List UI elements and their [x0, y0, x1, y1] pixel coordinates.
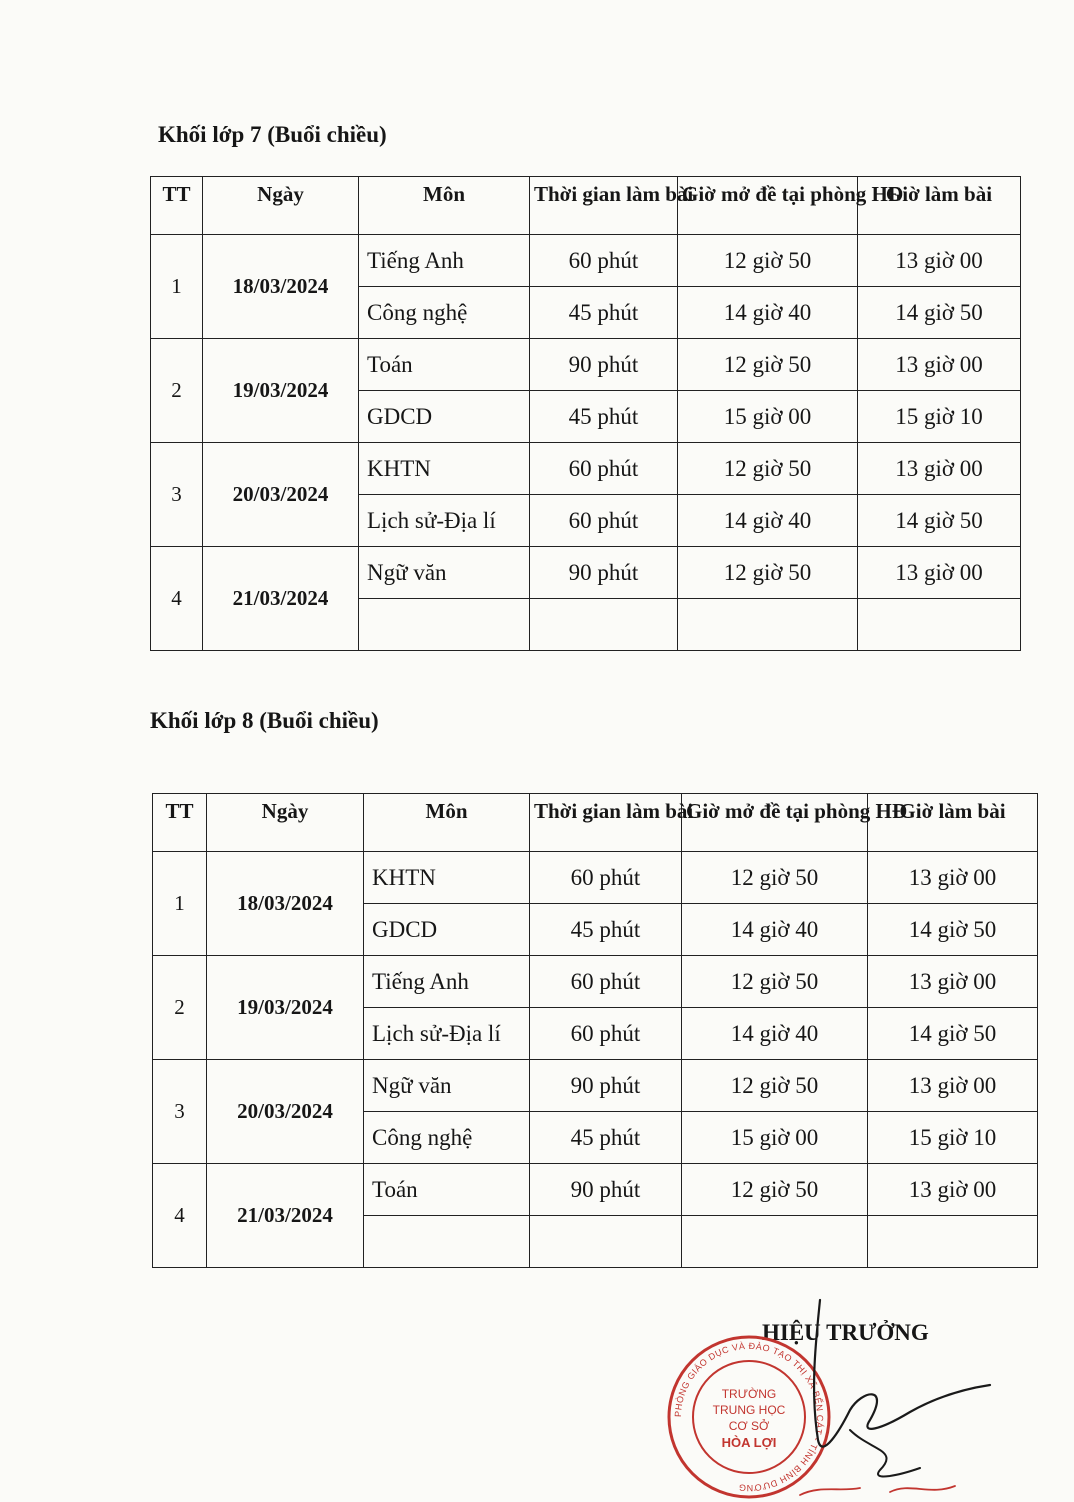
start-time-cell: 13 giờ 00 — [868, 1164, 1038, 1216]
duration-cell: 90 phút — [530, 547, 678, 599]
exam-date: 18/03/2024 — [207, 852, 364, 956]
start-time-cell: 13 giờ 00 — [858, 443, 1021, 495]
start-time-cell: 15 giờ 10 — [858, 391, 1021, 443]
header-duration: Thời gian làm bài — [530, 177, 678, 235]
stamp-ring-text: PHÒNG GIÁO DỤC VÀ ĐÀO TẠO THỊ XÃ BẾN CÁT - TỈNH BÌNH DƯƠNG — [672, 1340, 826, 1494]
exam-date: 20/03/2024 — [203, 443, 359, 547]
row-number: 1 — [151, 235, 203, 339]
subject-cell: Công nghệ — [364, 1112, 530, 1164]
principal-title: HIỆU TRƯỞNG — [762, 1320, 929, 1345]
subject-cell: Tiếng Anh — [359, 235, 530, 287]
start-time-cell: 13 giờ 00 — [868, 956, 1038, 1008]
row-number: 2 — [153, 956, 207, 1060]
subject-cell: Ngữ văn — [359, 547, 530, 599]
duration-cell: 90 phút — [530, 1164, 682, 1216]
open-time-cell: 14 giờ 40 — [682, 904, 868, 956]
exam-date: 19/03/2024 — [203, 339, 359, 443]
row-number: 3 — [151, 443, 203, 547]
row-number: 3 — [153, 1060, 207, 1164]
exam-date: 21/03/2024 — [207, 1164, 364, 1268]
header-date: Ngày — [207, 794, 364, 852]
subject-cell: KHTN — [364, 852, 530, 904]
subject-cell — [364, 1216, 530, 1268]
duration-cell: 90 phút — [530, 1060, 682, 1112]
duration-cell: 60 phút — [530, 956, 682, 1008]
duration-cell: 60 phút — [530, 852, 682, 904]
subject-cell: KHTN — [359, 443, 530, 495]
duration-cell: 45 phút — [530, 287, 678, 339]
start-time-cell: 13 giờ 00 — [868, 1060, 1038, 1112]
table-row — [151, 235, 1021, 287]
open-time-cell: 15 giờ 00 — [682, 1112, 868, 1164]
header-start-time: Giờ làm bài — [858, 177, 1021, 235]
grade7-title: Khối lớp 7 (Buổi chiều) — [158, 122, 387, 147]
start-time-cell: 14 giờ 50 — [858, 495, 1021, 547]
open-time-cell: 12 giờ 50 — [682, 1164, 868, 1216]
header-subject: Môn — [364, 794, 530, 852]
start-time-cell: 14 giờ 50 — [858, 287, 1021, 339]
duration-cell: 45 phút — [530, 1112, 682, 1164]
duration-cell — [530, 599, 678, 651]
open-time-cell — [678, 599, 858, 651]
start-time-cell — [868, 1216, 1038, 1268]
subject-cell: Lịch sử-Địa lí — [359, 495, 530, 547]
principal-signature — [780, 1300, 1000, 1500]
table-row — [151, 547, 1021, 599]
exam-date: 19/03/2024 — [207, 956, 364, 1060]
duration-cell: 60 phút — [530, 235, 678, 287]
duration-cell: 60 phút — [530, 495, 678, 547]
stamp-line-2: TRUNG HỌC — [712, 1403, 786, 1417]
start-time-cell: 13 giờ 00 — [858, 339, 1021, 391]
table-row — [151, 339, 1021, 391]
header-open-time: Giờ mở đề tại phòng HĐ — [678, 177, 858, 235]
start-time-cell: 14 giờ 50 — [868, 904, 1038, 956]
open-time-cell: 15 giờ 00 — [678, 391, 858, 443]
start-time-cell: 13 giờ 00 — [868, 852, 1038, 904]
subject-cell — [359, 599, 530, 651]
start-time-cell: 14 giờ 50 — [868, 1008, 1038, 1060]
open-time-cell: 12 giờ 50 — [682, 956, 868, 1008]
table-row — [153, 852, 1038, 904]
header-duration: Thời gian làm bài — [530, 794, 682, 852]
table-row — [153, 1164, 1038, 1216]
open-time-cell: 12 giờ 50 — [678, 339, 858, 391]
duration-cell — [530, 1216, 682, 1268]
grade7-schedule-table — [150, 176, 1021, 651]
duration-cell: 90 phút — [530, 339, 678, 391]
duration-cell: 45 phút — [530, 391, 678, 443]
start-time-cell — [858, 599, 1021, 651]
stamp-line-3: CƠ SỞ — [728, 1419, 770, 1433]
header-tt: TT — [153, 794, 207, 852]
header-subject: Môn — [359, 177, 530, 235]
open-time-cell: 12 giờ 50 — [682, 1060, 868, 1112]
open-time-cell: 14 giờ 40 — [678, 287, 858, 339]
start-time-cell: 13 giờ 00 — [858, 547, 1021, 599]
row-number: 4 — [151, 547, 203, 651]
stamp-line-1: TRƯỜNG — [721, 1387, 777, 1401]
header-tt: TT — [151, 177, 203, 235]
header-date: Ngày — [203, 177, 359, 235]
row-number: 4 — [153, 1164, 207, 1268]
open-time-cell: 14 giờ 40 — [682, 1008, 868, 1060]
subject-cell: Tiếng Anh — [364, 956, 530, 1008]
start-time-cell: 15 giờ 10 — [868, 1112, 1038, 1164]
header-start-time: Giờ làm bài — [868, 794, 1038, 852]
row-number: 2 — [151, 339, 203, 443]
open-time-cell: 12 giờ 50 — [678, 443, 858, 495]
subject-cell: Công nghệ — [359, 287, 530, 339]
duration-cell: 60 phút — [530, 1008, 682, 1060]
exam-date: 18/03/2024 — [203, 235, 359, 339]
start-time-cell: 13 giờ 00 — [858, 235, 1021, 287]
row-number: 1 — [153, 852, 207, 956]
open-time-cell — [682, 1216, 868, 1268]
table-row — [153, 1060, 1038, 1112]
duration-cell: 45 phút — [530, 904, 682, 956]
exam-date: 20/03/2024 — [207, 1060, 364, 1164]
table-row — [151, 443, 1021, 495]
subject-cell: Lịch sử-Địa lí — [364, 1008, 530, 1060]
open-time-cell: 12 giờ 50 — [678, 235, 858, 287]
table-row — [153, 956, 1038, 1008]
grade8-schedule-table — [152, 793, 1038, 1268]
subject-cell: GDCD — [359, 391, 530, 443]
stamp-line-4: HÒA LỢI — [721, 1435, 777, 1450]
subject-cell: GDCD — [364, 904, 530, 956]
header-open-time: Giờ mở đề tại phòng HĐ — [682, 794, 868, 852]
open-time-cell: 12 giờ 50 — [682, 852, 868, 904]
subject-cell: Toán — [359, 339, 530, 391]
subject-cell: Ngữ văn — [364, 1060, 530, 1112]
grade8-title: Khối lớp 8 (Buổi chiều) — [150, 708, 379, 733]
subject-cell: Toán — [364, 1164, 530, 1216]
duration-cell: 60 phút — [530, 443, 678, 495]
open-time-cell: 14 giờ 40 — [678, 495, 858, 547]
open-time-cell: 12 giờ 50 — [678, 547, 858, 599]
exam-date: 21/03/2024 — [203, 547, 359, 651]
